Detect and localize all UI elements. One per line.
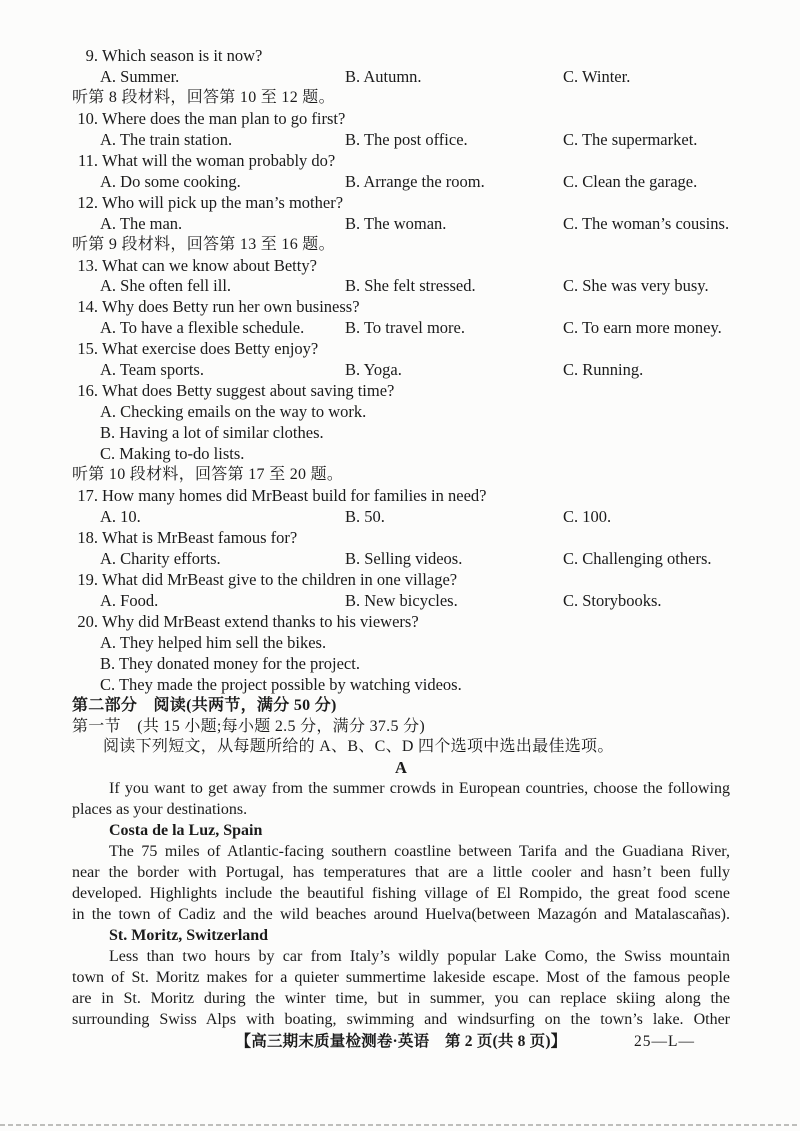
- options-row: [72, 130, 730, 151]
- option-c: C. Storybooks.: [563, 590, 662, 610]
- listening-direction: 听第 9 段材料，回答第 13 至 16 题。: [72, 235, 335, 253]
- option-a: A. To have a flexible schedule.: [100, 318, 305, 338]
- listening-direction: 听第 10 段材料，回答第 17 至 20 题。: [72, 466, 344, 484]
- option-a: A. Do some cooking.: [100, 171, 241, 191]
- question-line: [72, 570, 730, 591]
- options-row: [72, 214, 730, 235]
- question-line: [72, 486, 730, 507]
- question-line: [72, 193, 730, 214]
- question-text: Why did MrBeast extend thanks to his viewers?: [102, 611, 419, 631]
- footer-caption: 【高三期末质量检测卷·英语 第 2 页(共 8 页)】: [235, 1033, 567, 1050]
- option-c: C. Clean the garage.: [563, 171, 698, 191]
- page-content: [72, 46, 730, 1031]
- part2-header: 第二部分 阅读(共两节，满分 50 分): [72, 696, 337, 714]
- options-row: [72, 172, 730, 193]
- question-number: 15.: [77, 339, 98, 359]
- question-line: [72, 381, 730, 402]
- option-c: C. To earn more money.: [563, 318, 722, 338]
- question-line: [72, 46, 730, 67]
- question-number: 13.: [77, 255, 98, 275]
- question-number: 12.: [77, 192, 98, 212]
- option-c: C. 100.: [563, 506, 612, 526]
- question-line: [72, 339, 730, 360]
- question-number: 9.: [85, 46, 98, 65]
- passage-line: Less than two hours by car from Italy’s wildly popular Lake Como, the Swiss mountain: [109, 947, 730, 965]
- options-row: [72, 318, 730, 339]
- question-line: [72, 109, 730, 130]
- passage-heading: Costa de la Luz, Spain: [109, 822, 263, 840]
- option-line: B. Having a lot of similar clothes.: [100, 423, 324, 443]
- page-footer: [72, 1032, 730, 1052]
- option-b: B. New bicycles.: [345, 590, 458, 610]
- question-text: What will the woman probably do?: [102, 150, 336, 170]
- option-a: A. Summer.: [100, 66, 180, 86]
- question-text: Why does Betty run her own business?: [102, 297, 360, 317]
- options-row: [72, 276, 730, 297]
- options-row: [72, 549, 730, 570]
- question-number: 18.: [77, 527, 98, 547]
- question-line: [72, 256, 730, 277]
- footer-code: 25—L—: [634, 1033, 695, 1050]
- question-text: Who will pick up the man’s mother?: [102, 192, 344, 212]
- question-number: 10.: [77, 108, 98, 128]
- option-b: B. She felt stressed.: [345, 276, 476, 296]
- question-text: Where does the man plan to go first?: [102, 108, 346, 128]
- listening-direction: 听第 8 段材料，回答第 10 至 12 题。: [72, 88, 335, 106]
- passage-a-section: [72, 779, 730, 1030]
- option-b: B. To travel more.: [345, 318, 465, 338]
- question-number: 11.: [77, 150, 98, 170]
- passage-line: The 75 miles of Atlantic-facing southern coastline between Tarifa and the Guadiana River,: [109, 843, 730, 861]
- question-text: Which season is it now?: [102, 46, 263, 65]
- passage-line: town of St. Moritz makes for a quieter summertime lakeside escape. Most of the famous people: [72, 968, 730, 986]
- option-a: A. The man.: [100, 213, 183, 233]
- option-c: C. Running.: [563, 360, 644, 380]
- option-b: B. Autumn.: [345, 66, 422, 86]
- passage-label: A: [395, 758, 407, 778]
- option-line: B. They donated money for the project.: [100, 653, 360, 673]
- scan-artifact-line: [0, 1124, 800, 1126]
- options-row: [72, 67, 730, 88]
- option-b: B. Yoga.: [345, 360, 402, 380]
- option-a: A. 10.: [100, 506, 141, 526]
- question-line: [72, 297, 730, 318]
- passage-line: If you want to get away from the summer crowds in European countries, choose the following: [109, 780, 730, 798]
- listening-section: [72, 46, 730, 696]
- question-text: What is MrBeast famous for?: [102, 527, 298, 547]
- passage-line: are in St. Moritz during the winter time, but in summer, you can replace skiing along the: [72, 989, 730, 1007]
- question-text: What can we know about Betty?: [102, 255, 317, 275]
- question-number: 17.: [77, 486, 98, 506]
- option-b: B. Arrange the room.: [345, 171, 485, 191]
- option-c: C. The supermarket.: [563, 129, 698, 149]
- option-line: A. They helped him sell the bikes.: [100, 632, 327, 652]
- passage-line: surrounding Swiss Alps with boating, swimming and windsurfing on the town’s lake. Other: [72, 1010, 730, 1028]
- question-number: 16.: [77, 381, 98, 401]
- option-line: C. They made the project possible by watching videos.: [100, 674, 462, 694]
- options-row: [72, 507, 730, 528]
- question-number: 19.: [77, 569, 98, 589]
- passage-line: near the border with Portugal, has temperatures that are a little cooler and hasn’t been fully: [72, 864, 730, 882]
- option-a: A. Food.: [100, 590, 159, 610]
- option-b: B. The woman.: [345, 213, 447, 233]
- question-text: What does Betty suggest about saving time?: [102, 381, 395, 401]
- passage-heading: St. Moritz, Switzerland: [109, 927, 269, 945]
- option-b: B. 50.: [345, 506, 385, 526]
- question-line: [72, 151, 730, 172]
- option-b: B. The post office.: [345, 129, 468, 149]
- question-number: 14.: [77, 297, 98, 317]
- option-c: C. The woman’s cousins.: [563, 213, 730, 233]
- passage-line: developed. Highlights include the beautiful fishing village of El Rompido, the great food scene: [72, 885, 730, 903]
- question-line: [72, 612, 730, 633]
- question-text: What did MrBeast give to the children in one village?: [102, 569, 458, 589]
- question-line: [72, 528, 730, 549]
- passage-line: places as your destinations.: [72, 801, 248, 819]
- option-c: C. Winter.: [563, 66, 631, 86]
- question-text: What exercise does Betty enjoy?: [102, 339, 319, 359]
- section1-header: 第一节 (共 15 小题;每小题 2.5 分，满分 37.5 分): [72, 717, 426, 735]
- option-c: C. Challenging others.: [563, 548, 712, 568]
- passage-line: in the town of Cadiz and the wild beaches around Huelva(between Mazagón and Matalascañas).: [72, 906, 730, 924]
- question-number: 20.: [77, 611, 98, 631]
- option-line: C. Making to-do lists.: [100, 444, 245, 464]
- option-a: A. Team sports.: [100, 360, 204, 380]
- options-row: [72, 591, 730, 612]
- option-line: A. Checking emails on the way to work.: [100, 402, 367, 422]
- option-a: A. She often fell ill.: [100, 276, 232, 296]
- options-row: [72, 360, 730, 381]
- reading-instruction: 阅读下列短文，从每题所给的 A、B、C、D 四个选项中选出最佳选项。: [103, 738, 614, 756]
- option-a: A. The train station.: [100, 129, 233, 149]
- option-a: A. Charity efforts.: [100, 548, 221, 568]
- question-text: How many homes did MrBeast build for families in need?: [102, 486, 487, 506]
- option-c: C. She was very busy.: [563, 276, 709, 296]
- option-b: B. Selling videos.: [345, 548, 463, 568]
